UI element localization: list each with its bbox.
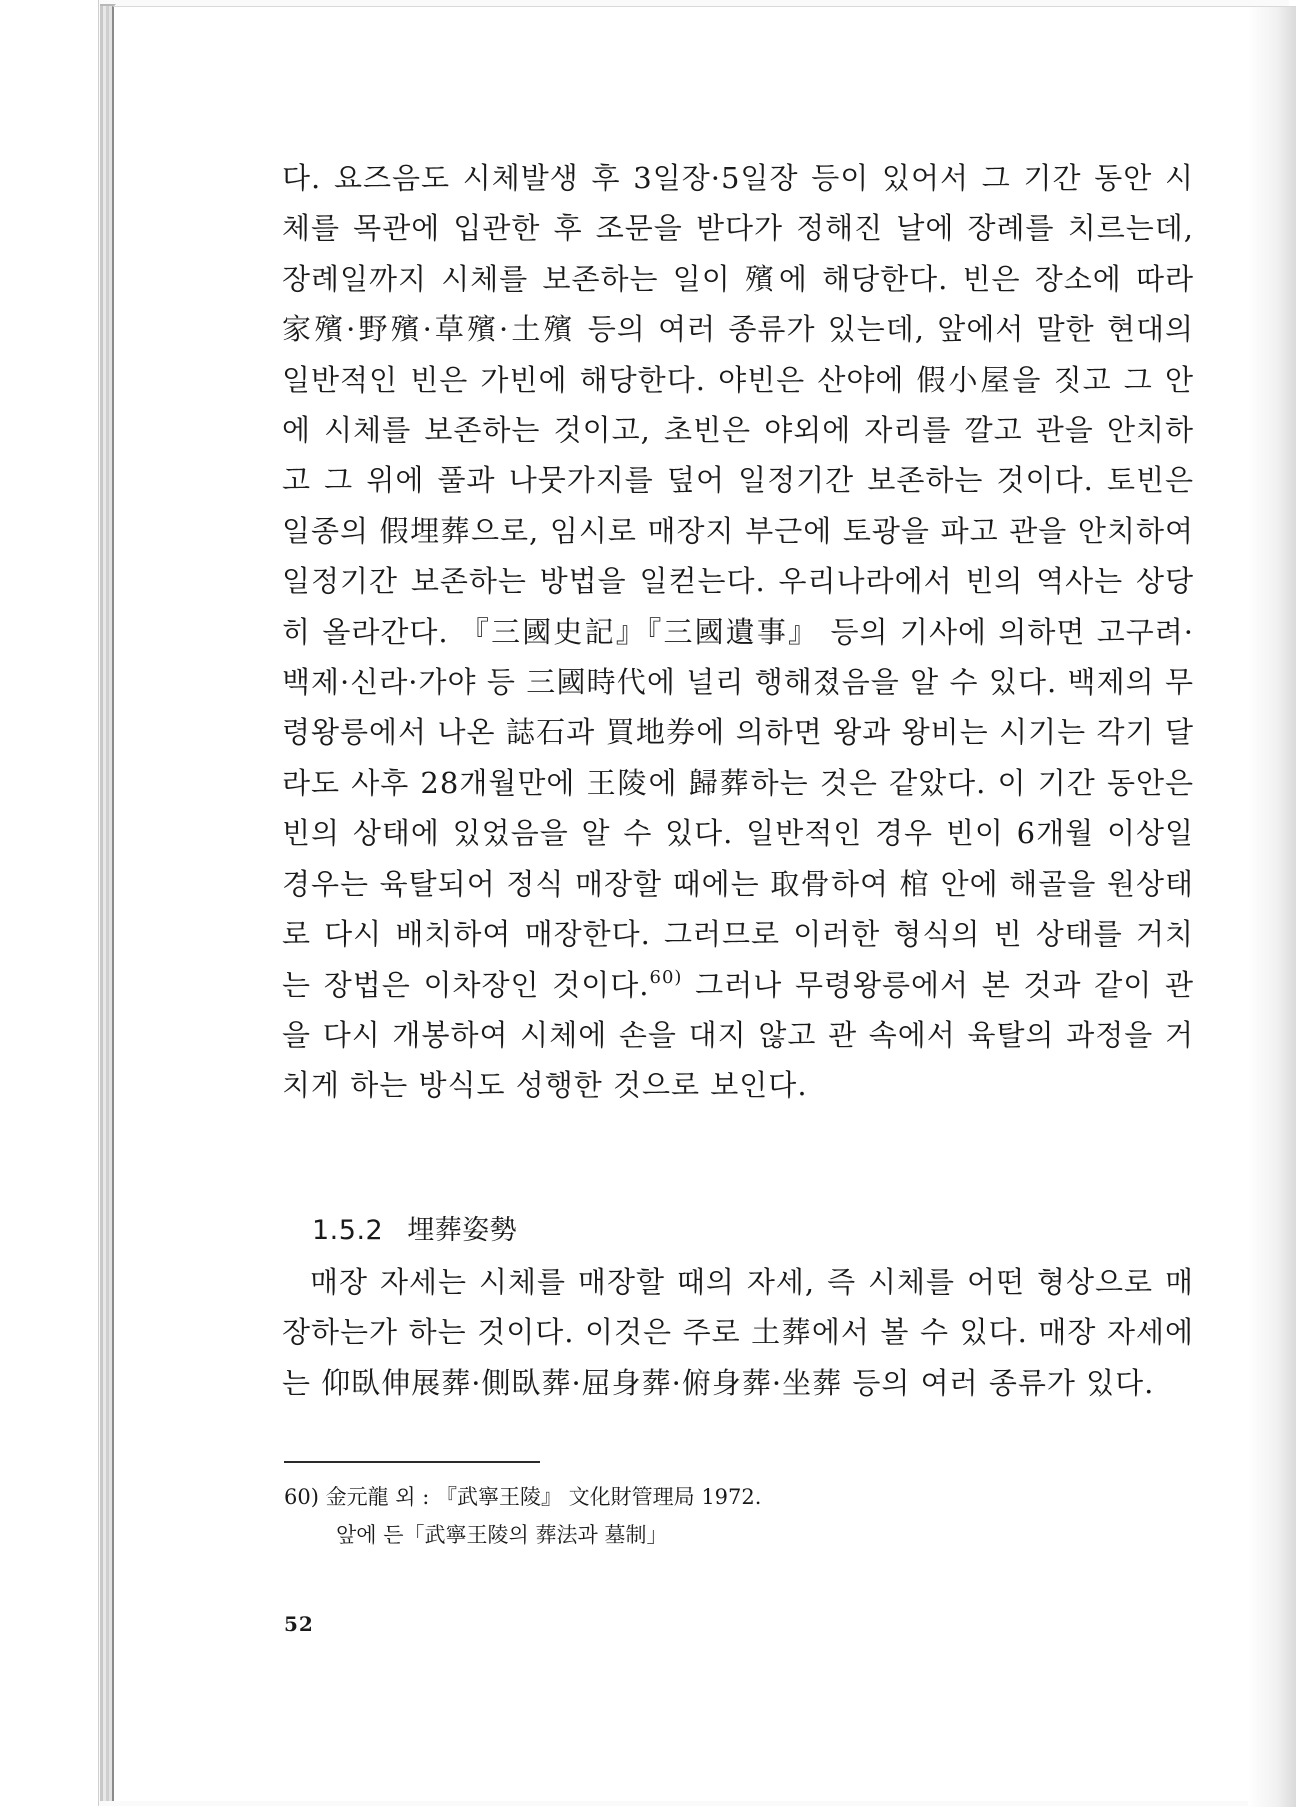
section-heading xyxy=(312,1208,517,1247)
body-paragraph-main: 다. 요즈음도 시체발생 후 3일장·5일장 등이 있어서 그 기간 동안 시체를 목관에 입관한 후 조문을 받다가 정해진 날에 장례를 치르는데, 장례일까지 시체를 보존하는 일이 殯에 해당한다. 빈은 장소에 따라 家殯·野殯·草殯·土殯 등의 여러 종류가 있는데, 앞에서 말한 현대의 일반적인 빈은 가빈에 해당한다. 야빈은 산야에 假小屋을 짓고 그 안에 시체를 보존하는 것이고, 초빈은 야외에 자리를 깔고 관을 안치하고 그 위에 풀과 나뭇가지를 덮어 일정기간 보존하는 것이다. 토빈은 일종의 假埋葬으로, 임시로 매장지 부근에 토광을 파고 관을 안치하여 일정기간 보존하는 방법을 일컫는다. 우리나라에서 빈의 역사는 상당히 올라간다. 『三國史記』『三國遺事』 등의 기사에 의하면 고구려·백제·신라·가야 등 三國時代에 널리 행해졌음을 알 수 있다. 백제의 무령왕릉에서 나온 誌石과 買地券에 의하면 왕과 왕비는 시기는 각기 달라도 사후 28개월만에 王陵에 歸葬하는 것은 같았다. 이 기간 동안은 빈의 상태에 있었음을 알 수 있다. 일반적인 경우 빈이 6개월 이상일 경우는 육탈되어 정식 매장할 때에는 取骨하여 棺 안에 해골을 원상태로 다시 배치하여 매장한다. 그러므로 이러한 형식의 빈 상태를 거치는 장법은 이차장인 것이다. xyxy=(282,161,1194,1002)
body-text xyxy=(282,153,1194,1111)
footnote-reference[interactable]: 60) xyxy=(649,966,683,988)
section-paragraph: 매장 자세는 시체를 매장할 때의 자세, 즉 시체를 어떤 형상으로 매장하는가 하는 것이다. 이것은 주로 土葬에서 볼 수 있다. 매장 자세에는 仰臥伸展葬·側臥葬·屈身葬·俯身葬·坐葬 등의 여러 종류가 있다. xyxy=(282,1265,1194,1400)
page-gutter-shadow xyxy=(1248,7,1296,1807)
page-number: 52 xyxy=(284,1612,314,1636)
section-title: 埋葬姿勢 xyxy=(407,1215,518,1246)
footnote-divider xyxy=(284,1461,540,1463)
footnotes xyxy=(284,1478,761,1554)
body-paragraph-tail: 그러나 무령왕릉에서 본 것과 같이 관을 다시 개봉하여 시체에 손을 대지 않고 관 속에서 육탈의 과정을 거치게 하는 방식도 성행한 것으로 보인다. xyxy=(282,967,1194,1103)
footnote-60-line2: 앞에 든「武寧王陵의 葬法과 墓制」 xyxy=(336,1523,668,1547)
footnote-60-line1: 60) 金元龍 외 : 『武寧王陵』 文化財管理局 1972. xyxy=(284,1485,762,1509)
section-number: 1.5.2 xyxy=(312,1215,384,1246)
section-text xyxy=(282,1257,1194,1408)
body-paragraph xyxy=(282,153,1194,1111)
